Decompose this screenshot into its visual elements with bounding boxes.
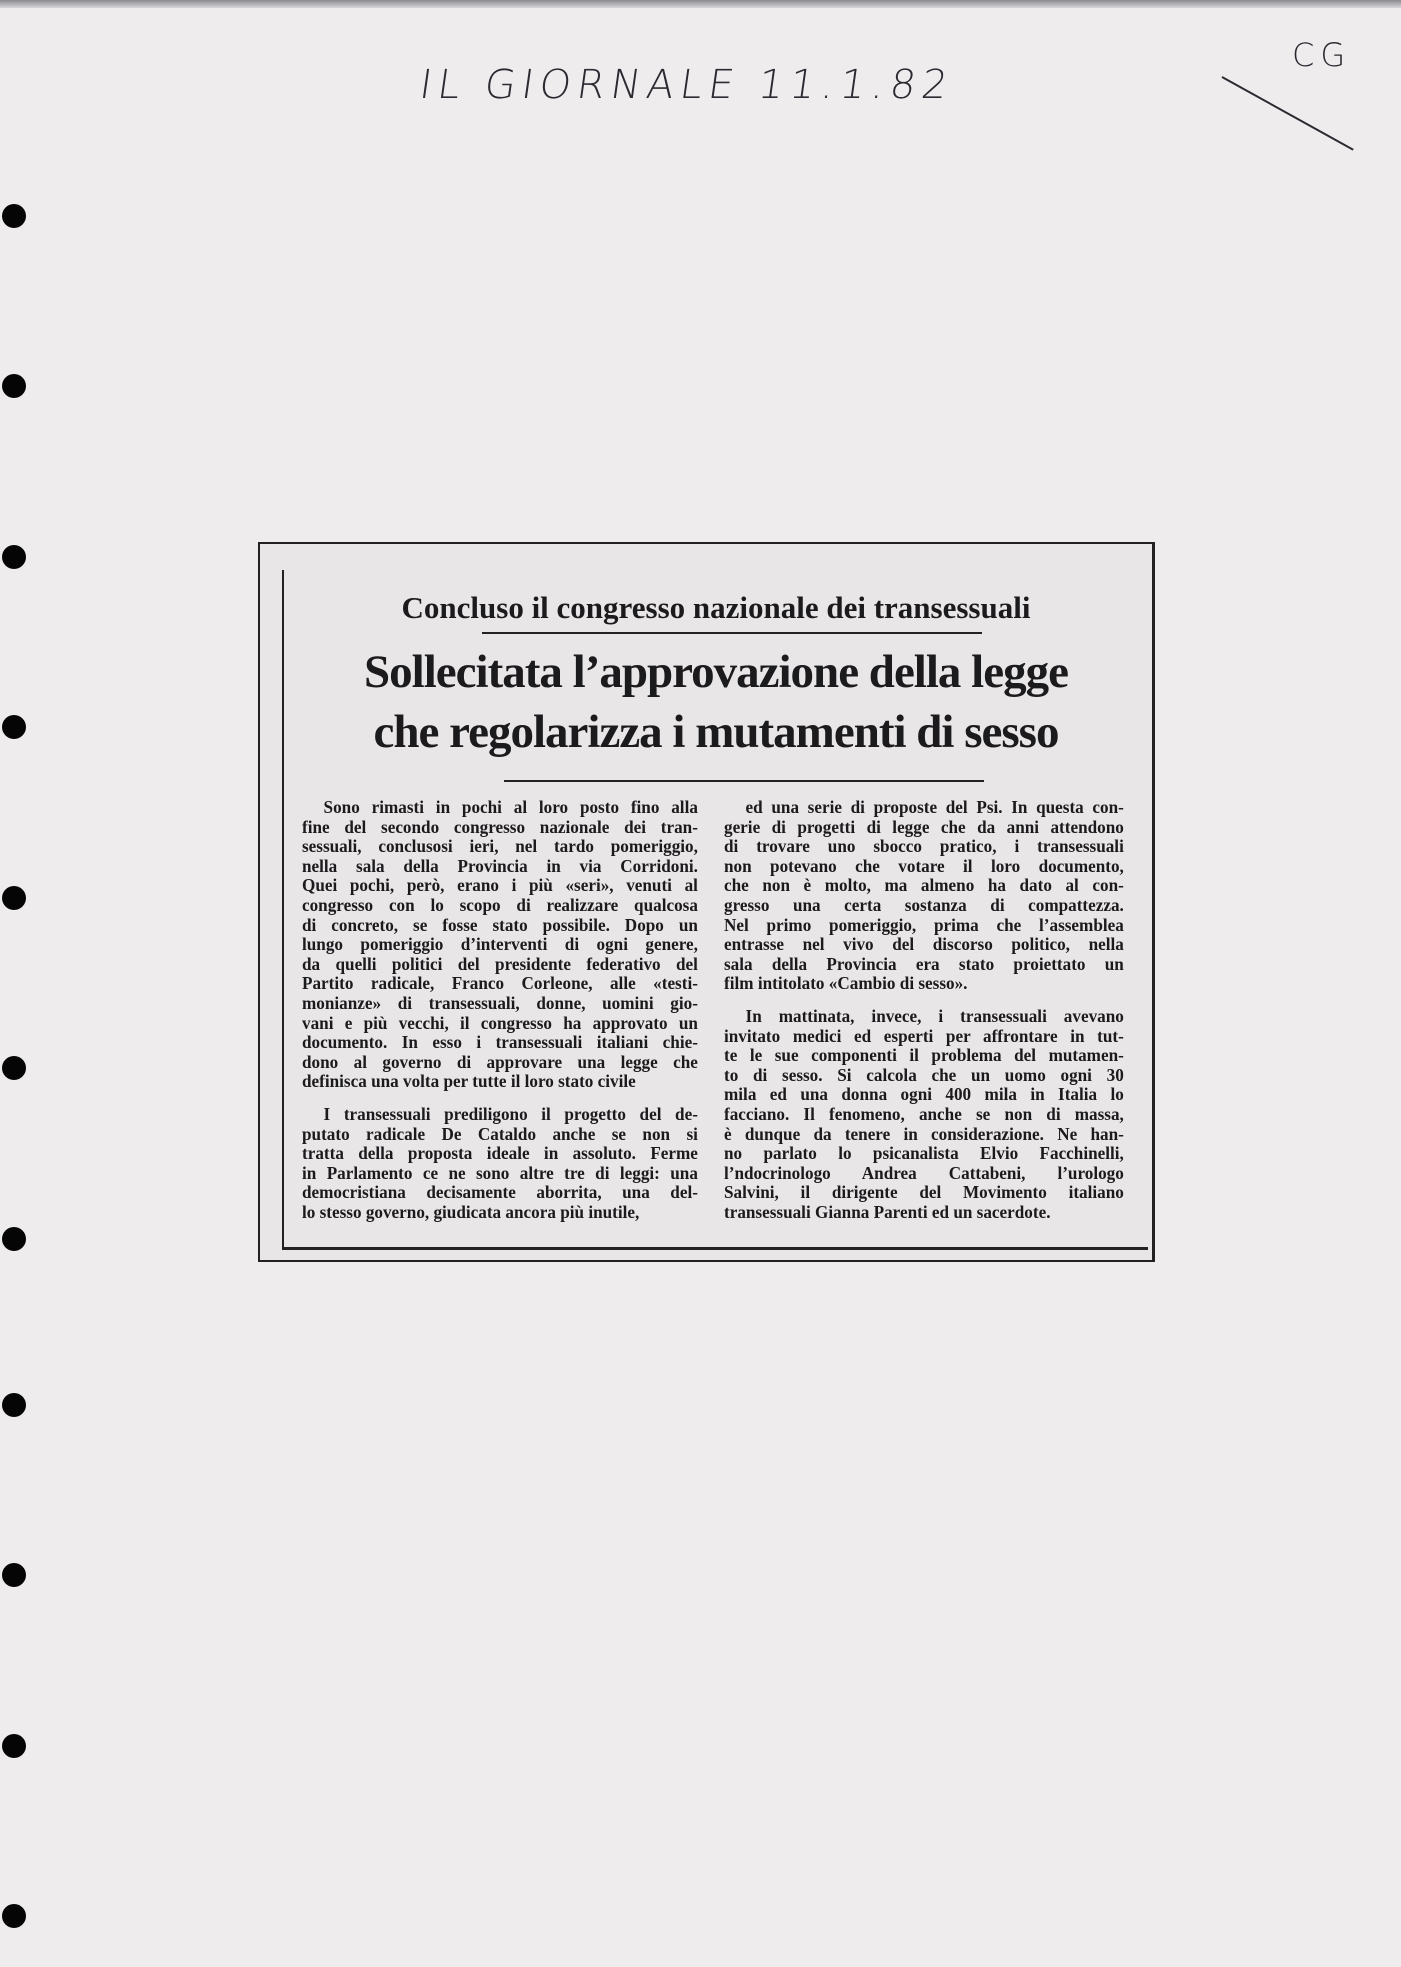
text-line: In mattinata, invece, i transessuali avevano	[745, 1005, 1124, 1026]
rule	[482, 632, 982, 634]
text-line: di trovare uno sbocco pratico, i transessuali	[724, 836, 1124, 857]
text-line: vani e più vecchi, il congresso ha approvato un	[302, 1012, 698, 1033]
binder-hole	[2, 1563, 26, 1587]
binder-hole	[2, 1904, 26, 1928]
text-line: facciano. Il fenomeno, anche se non di massa,	[724, 1103, 1124, 1124]
text-line: entrasse nel vivo del discorso politico, nella	[724, 934, 1124, 955]
pen-stroke	[1222, 76, 1354, 150]
text-line: sessuali, conclusosi ieri, nel tardo pomeriggio,	[302, 836, 698, 857]
article-headline	[284, 642, 1148, 762]
text-line: tratta della proposta ideale in assoluto. Ferme	[302, 1143, 698, 1164]
text-line: invitato medici ed esperti per affrontare in tut-	[724, 1025, 1124, 1046]
article-column-1	[302, 798, 706, 1222]
text-line: to di sesso. Si calcola che un uomo ogni 30	[724, 1064, 1124, 1085]
text-line: definisca una volta per tutte il loro stato civile	[302, 1071, 636, 1092]
text-line: film intitolato «Cambio di sesso».	[724, 973, 968, 994]
text-line: putato radicale De Cataldo anche se non si	[302, 1123, 698, 1144]
article-column-2	[724, 798, 1132, 1222]
text-line: Partito radicale, Franco Corleone, alle «testi-	[302, 973, 698, 994]
binder-hole	[2, 1734, 26, 1758]
text-line: Salvini, il dirigente del Movimento italiano	[724, 1182, 1124, 1203]
text-line: di concreto, se fosse stato possibile. Dopo un	[302, 914, 698, 935]
text-line: dono al governo di approvare una legge che	[302, 1051, 698, 1072]
rule	[504, 780, 984, 782]
binder-hole	[2, 1227, 26, 1251]
text-line: fine del secondo congresso nazionale dei tran-	[302, 816, 698, 837]
corner-code: CG	[1292, 36, 1352, 74]
text-line: mila ed una donna ogni 400 mila in Italia lo	[724, 1084, 1124, 1105]
text-line: te le sue componenti il problema del mutamen-	[724, 1045, 1124, 1066]
text-line: da quelli politici del presidente federativo del	[302, 953, 698, 974]
text-line: I transessuali prediligono il progetto del de-	[323, 1103, 698, 1124]
newspaper-clipping	[258, 542, 1155, 1262]
text-line: Nel primo pomeriggio, prima che l’assemblea	[724, 914, 1124, 935]
text-line: lungo pomeriggio d’interventi di ogni genere,	[302, 934, 698, 955]
binder-hole	[2, 715, 26, 739]
text-line: è dunque da tenere in considerazione. Ne han-	[724, 1123, 1124, 1144]
text-line: gerie di progetti di legge che da anni attendono	[724, 816, 1124, 837]
text-line: no parlato lo psicanalista Elvio Facchinelli,	[724, 1143, 1124, 1164]
headline-line: Sollecitata l’approvazione della legge	[364, 646, 1068, 698]
text-line: in Parlamento ce ne sono altre tre di leggi: una	[302, 1162, 698, 1183]
binder-hole	[2, 545, 26, 569]
text-line: documento. In esso i transessuali italiani chie-	[302, 1032, 698, 1053]
text-line: che non è molto, ma almeno ha dato al con-	[724, 875, 1124, 896]
binder-hole	[2, 886, 26, 910]
article-kicker: Concluso il congresso nazionale dei transessuali	[401, 590, 1031, 625]
page-top-edge	[0, 0, 1401, 8]
text-line: democristiana decisamente aborrita, una del-	[302, 1182, 698, 1203]
handwritten-header: IL GIORNALE 11.1.82	[416, 62, 957, 108]
text-line: l’ndocrinologo Andrea Cattabeni, l’urologo	[724, 1162, 1124, 1183]
text-line: nella sala della Provincia in via Corridoni.	[302, 855, 698, 876]
text-line: sala della Provincia era stato proiettato un	[724, 953, 1124, 974]
text-line: transessuali Gianna Parenti ed un sacerdote.	[724, 1201, 1051, 1222]
binder-hole	[2, 1393, 26, 1417]
text-line: Sono rimasti in pochi al loro posto fino alla	[323, 797, 698, 817]
text-line: Quei pochi, però, erano i più «seri», venuti al	[302, 875, 698, 896]
text-line: congresso con lo scopo di realizzare qualcosa	[302, 894, 698, 915]
binder-hole	[2, 204, 26, 228]
text-line: monianze» di transessuali, donne, uomini gio-	[302, 992, 698, 1013]
text-line: lo stesso governo, giudicata ancora più inutile,	[302, 1201, 640, 1222]
binder-hole	[2, 1056, 26, 1080]
text-line: gresso una certa sostanza di compattezza.	[724, 894, 1124, 915]
text-line: non potevano che votare il loro documento,	[724, 855, 1124, 876]
clipping-inner-border	[282, 570, 1148, 1250]
text-line: ed una serie di proposte del Psi. In questa con-	[745, 797, 1124, 817]
headline-line: che regolarizza i mutamenti di sesso	[373, 706, 1059, 758]
binder-hole	[2, 374, 26, 398]
